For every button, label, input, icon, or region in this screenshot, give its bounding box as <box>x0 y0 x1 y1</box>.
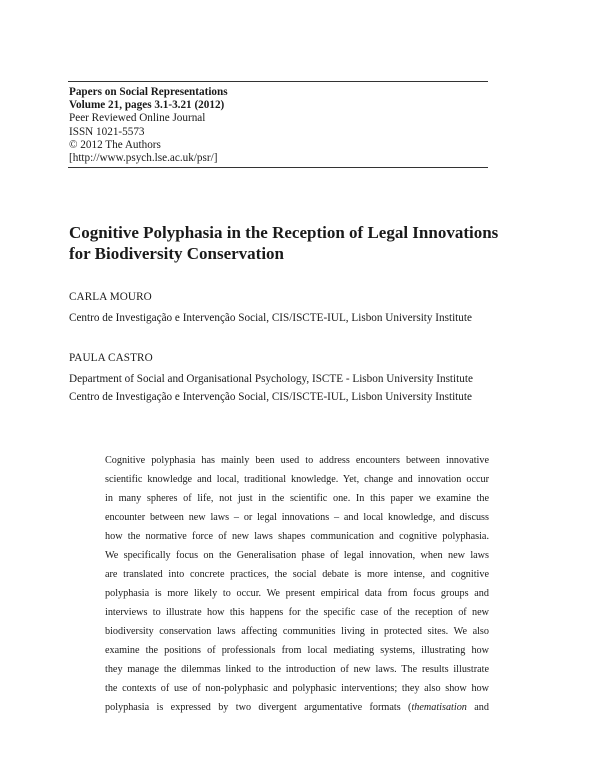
abstract-line: biodiversity conservation laws affecting communities living in protected sites. We also <box>105 626 489 637</box>
abstract-line: in many spheres of life, not just in the scientific one. In this paper we examine the <box>105 493 489 504</box>
author-2-affiliation-1: Department of Social and Organisational Psychology, ISCTE - Lisbon University Institute <box>69 373 473 385</box>
journal-url[interactable]: [http://www.psych.lse.ac.uk/psr/] <box>69 152 218 165</box>
abstract-line: interviews to illustrate how this happens for the specific case of the reception of new <box>105 607 489 618</box>
abstract-line: are translated into concrete practices, the social debate is more intense, and cognitive <box>105 569 489 580</box>
journal-issn: ISSN 1021-5573 <box>69 125 145 138</box>
author-2-affiliation-2: Centro de Investigação e Intervenção Social, CIS/ISCTE-IUL, Lisbon University Institute <box>69 391 472 403</box>
abstract-line: examine the positions of professionals from local mediating systems, illustrating how <box>105 645 489 656</box>
abstract-line: polyphasia is more likely to occur. We present empirical data from focus groups and <box>105 588 489 599</box>
abstract-line: We specifically focus on the Generalisation phase of legal innovation, when new laws <box>105 550 489 561</box>
journal-copyright: © 2012 The Authors <box>69 138 161 151</box>
abstract-line: Cognitive polyphasia has mainly been used to address encounters between innovative <box>105 455 489 466</box>
abstract-last-line-prefix: polyphasia is expressed by two divergent argumentative formats ( <box>105 702 412 713</box>
abstract-line: scientific knowledge and local, traditional knowledge. Yet, change and innovation occur <box>105 474 489 485</box>
abstract-italic-term: thematisation <box>411 702 467 713</box>
author-2-name: PAULA CASTRO <box>69 352 153 364</box>
abstract-line: encounter between new laws – or legal innovations – and local knowledge, and discuss <box>105 512 489 523</box>
abstract-line: how the normative force of new laws shapes communication and cognitive polyphasia. <box>105 531 489 542</box>
paper-title <box>69 222 539 264</box>
header-rule-bottom <box>68 167 488 168</box>
journal-review-type: Peer Reviewed Online Journal <box>69 112 206 125</box>
author-1-name: CARLA MOURO <box>69 291 152 303</box>
author-1-affiliation-1: Centro de Investigação e Intervenção Social, CIS/ISCTE-IUL, Lisbon University Institute <box>69 312 472 324</box>
journal-header <box>69 86 489 165</box>
header-rule-top <box>68 81 488 82</box>
journal-name: Papers on Social Representations <box>69 86 228 98</box>
paper-title-line-2: for Biodiversity Conservation <box>69 244 285 263</box>
abstract-last-line-suffix: and <box>466 702 489 713</box>
abstract-line: they manage the dilemmas linked to the introduction of new laws. The results illustrate <box>105 664 489 675</box>
paper-title-line-1: Cognitive Polyphasia in the Reception of Legal Innovations <box>69 223 499 242</box>
abstract-last-line <box>105 698 489 717</box>
abstract <box>105 451 489 717</box>
journal-volume: Volume 21, pages 3.1-3.21 (2012) <box>69 99 225 112</box>
abstract-line: the contexts of use of non-polyphasic and polyphasic interventions; they also show how <box>105 683 489 694</box>
